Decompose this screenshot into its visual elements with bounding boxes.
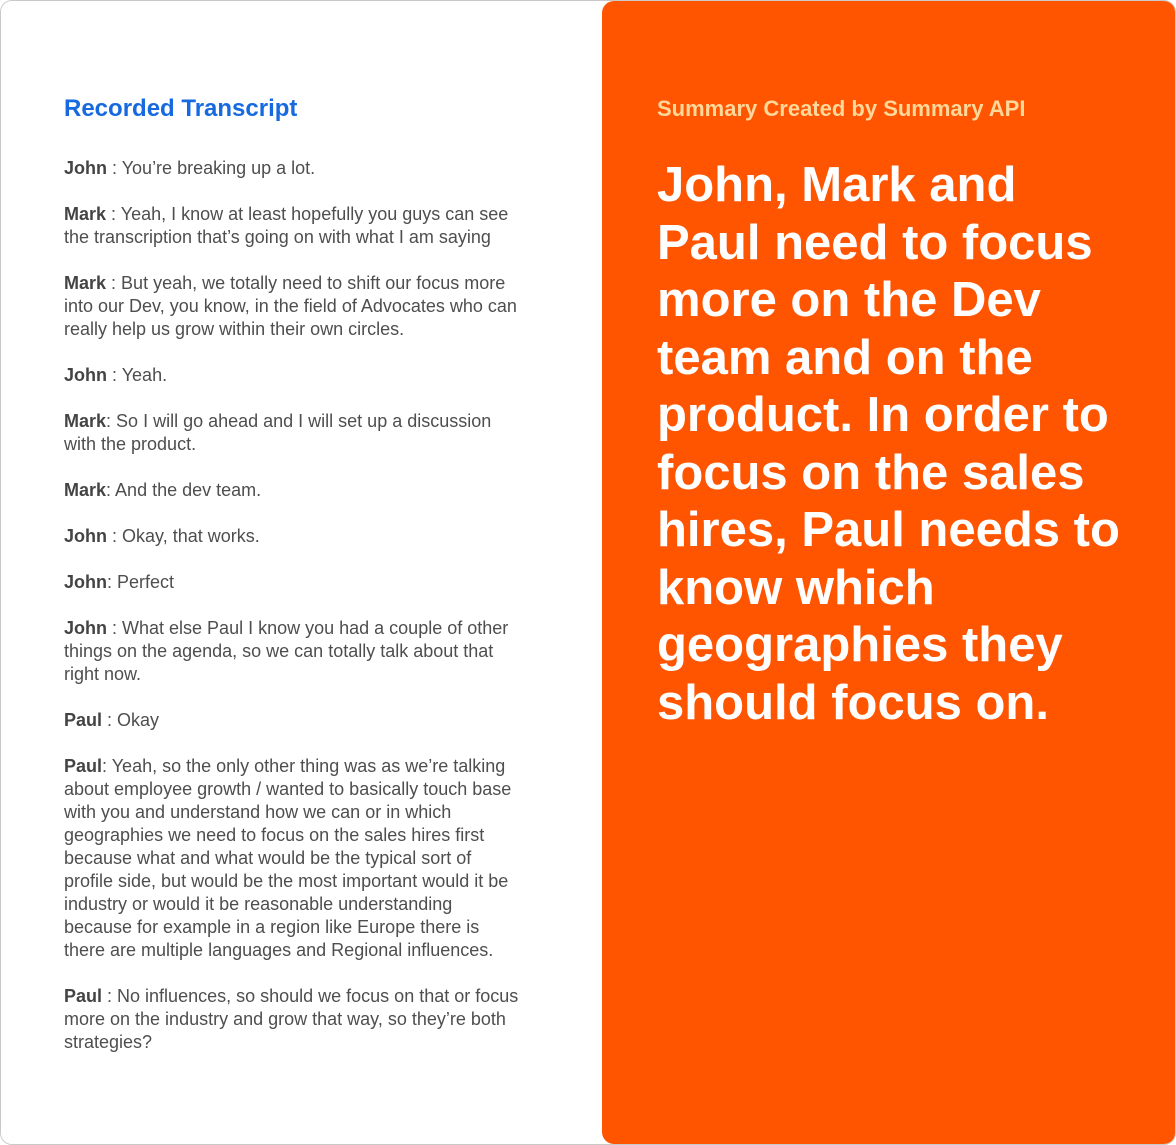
transcript-line (64, 985, 519, 1054)
speaker-name: Mark (64, 204, 107, 224)
separator: : (106, 480, 116, 500)
utterance: You’re breaking up a lot. (121, 158, 316, 178)
summary-title: Summary Created by Summary API (657, 96, 1026, 121)
utterance: Okay (117, 710, 160, 730)
separator: : (102, 710, 118, 730)
speaker-name: John (64, 158, 107, 178)
transcript-list (64, 157, 519, 1077)
utterance: Yeah, so the only other thing was as we’re talking about employee growth / wanted to basically touch base with you and understand how we can or in which geographies we need to focus on the sales hires first because what and what would be the typical sort of profile side, but would be the most important would it be industry or would it be reasonable understanding because for example in a region like Europe there is there are multiple languages and Regional influences. (64, 756, 512, 960)
transcript-line (64, 364, 519, 387)
speaker-name: Paul (64, 986, 103, 1006)
utterance: Okay, that works. (122, 526, 260, 546)
transcript-title: Recorded Transcript (64, 95, 298, 122)
transcript-line (64, 525, 519, 548)
transcript-line (64, 617, 519, 686)
transcript-panel (1, 1, 601, 1144)
utterance: Perfect (117, 572, 175, 592)
separator: : (107, 618, 123, 638)
utterance: Yeah. (121, 365, 168, 385)
speaker-name: Mark (64, 273, 107, 293)
transcript-line (64, 755, 519, 962)
speaker-name: Mark (64, 480, 107, 500)
transcript-line (64, 272, 519, 341)
utterance: So I will go ahead and I will set up a discussion with the product. (64, 411, 492, 454)
summary-text: John, Mark and Paul need to focus more on the Dev team and on the product. In order to focus on the sales hires, Paul needs to know which geographies they should focus on. (657, 158, 1120, 730)
separator: : (106, 411, 117, 431)
separator: : (107, 572, 118, 592)
speaker-name: John (64, 618, 107, 638)
utterance: And the dev team. (115, 480, 262, 500)
separator: : (106, 273, 122, 293)
speaker-name: Paul (64, 756, 103, 776)
separator: : (102, 986, 118, 1006)
separator: : (107, 365, 122, 385)
utterance: What else Paul I know you had a couple of other things on the agenda, so we can totally talk about that right now. (64, 618, 509, 684)
transcript-line (64, 479, 519, 502)
speaker-name: Paul (64, 710, 103, 730)
utterance: No influences, so should we focus on that or focus more on the industry and grow that way, so they’re both strategies? (64, 986, 519, 1052)
separator: : (106, 204, 121, 224)
speaker-name: John (64, 572, 107, 592)
transcript-line (64, 203, 519, 249)
utterance: But yeah, we totally need to shift our focus more into our Dev, you know, in the field of Advocates who can really help us grow within their own circles. (64, 273, 517, 339)
separator: : (107, 158, 122, 178)
transcript-line (64, 157, 519, 180)
transcript-line (64, 571, 519, 594)
separator: : (102, 756, 112, 776)
separator: : (107, 526, 123, 546)
speaker-name: John (64, 526, 107, 546)
summary-panel (602, 1, 1176, 1144)
transcript-line (64, 410, 519, 456)
transcript-line (64, 709, 519, 732)
speaker-name: Mark (64, 411, 107, 431)
speaker-name: John (64, 365, 107, 385)
utterance: Yeah, I know at least hopefully you guys can see the transcription that’s going on with what I am saying (64, 204, 509, 247)
